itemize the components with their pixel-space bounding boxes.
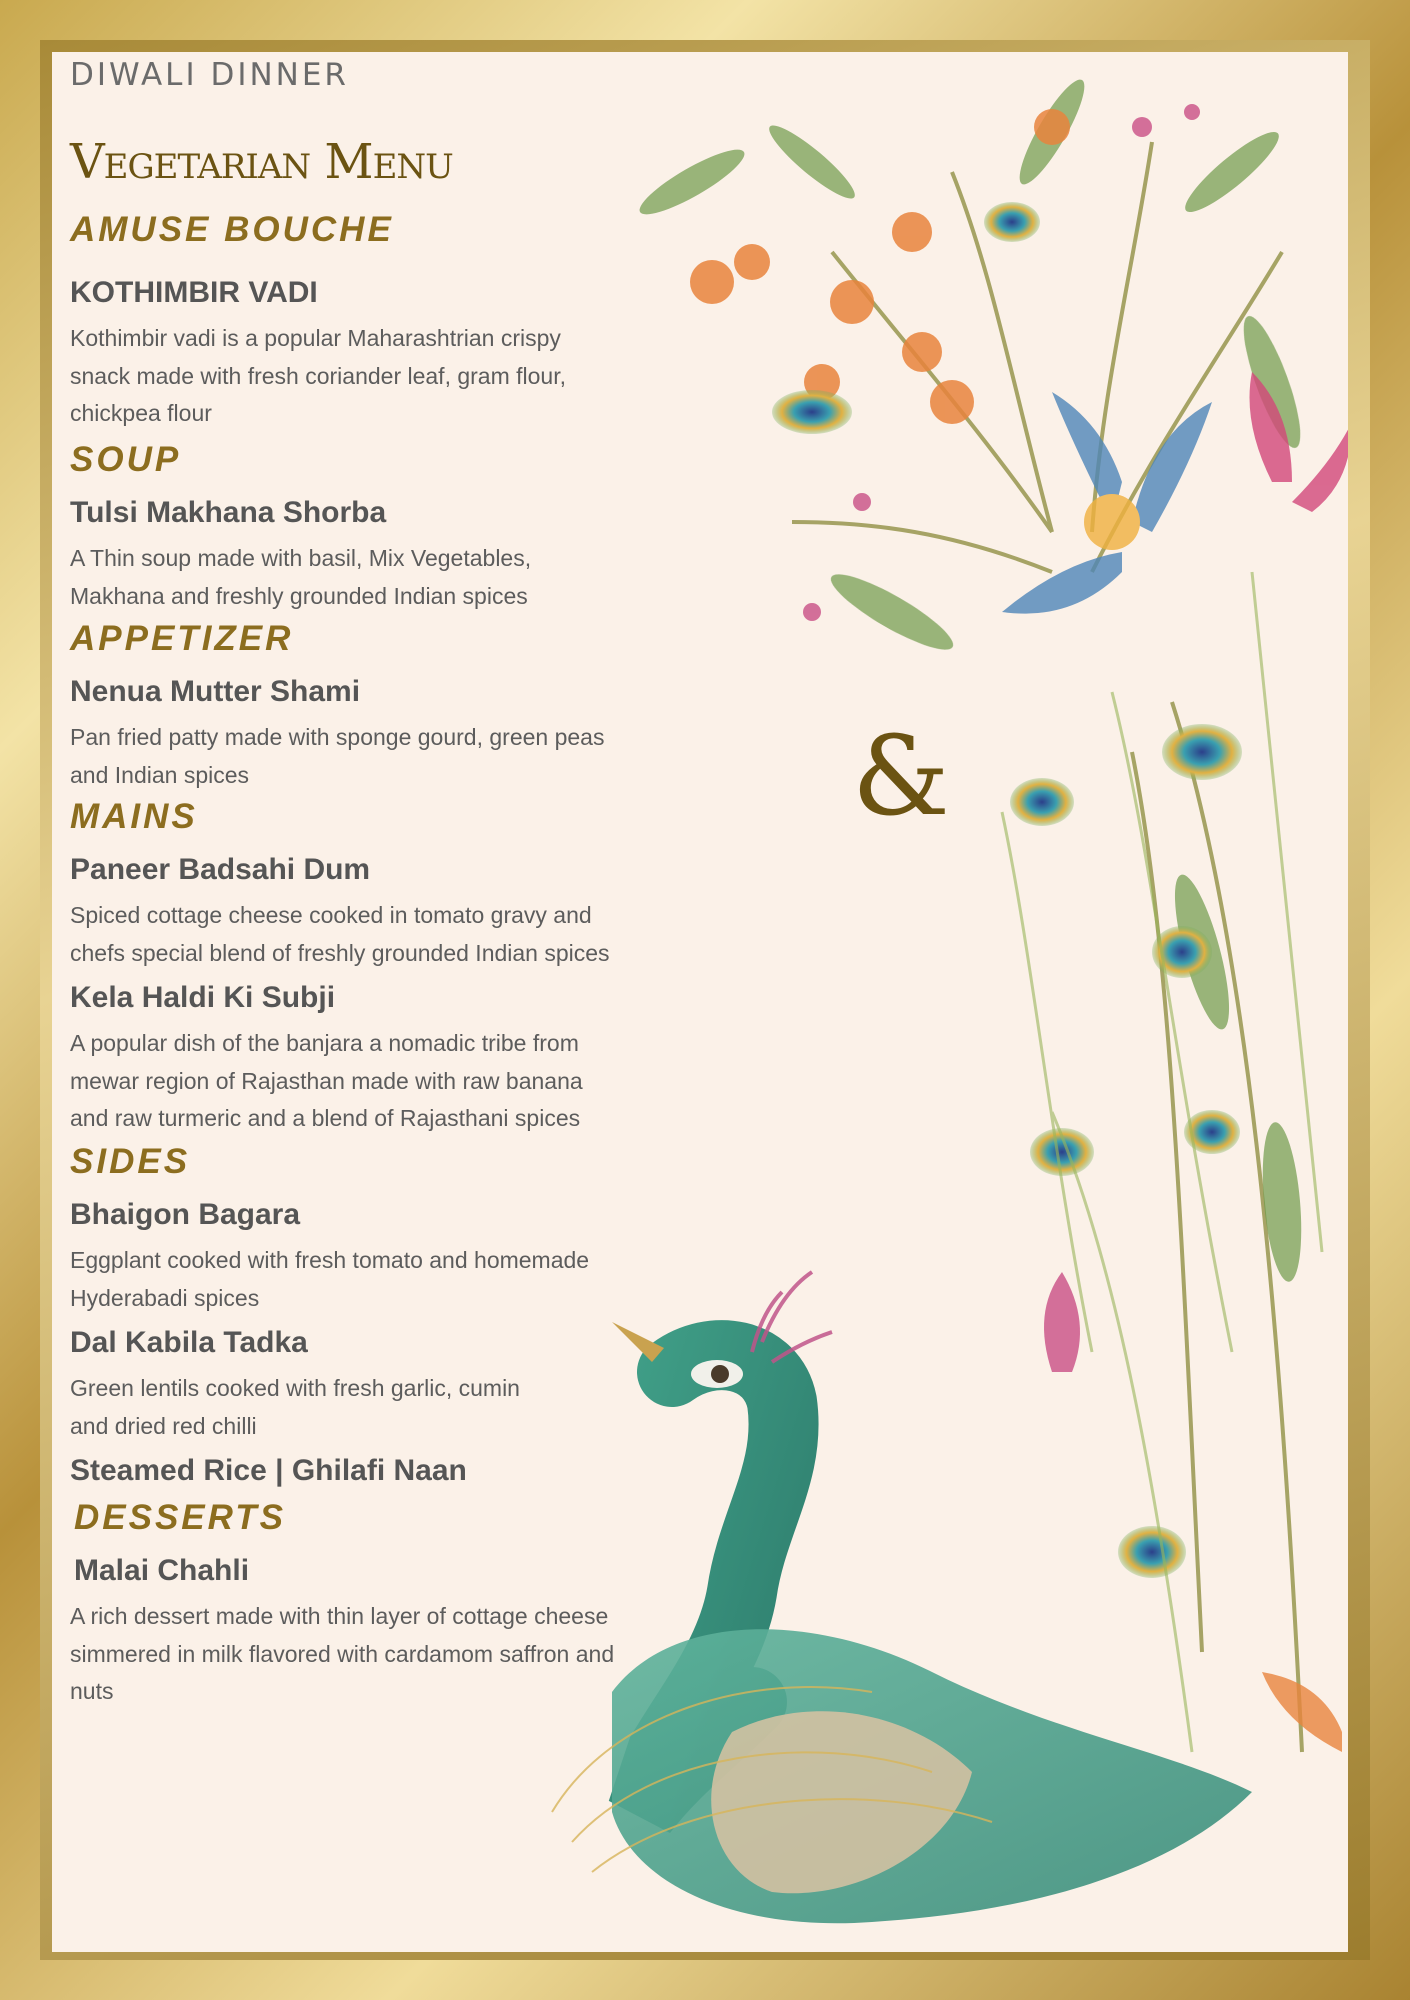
section-heading-appetizer: APPETIZER <box>70 619 294 658</box>
dish-name: Paneer Badsahi Dum <box>70 853 371 886</box>
dish-name: Steamed Rice | Ghilafi Naan <box>70 1454 467 1487</box>
section-heading-soup: SOUP <box>70 440 182 479</box>
dish-description: A rich dessert made with thin layer of cottage cheese simmered in milk flavored with cardamom saffron and nuts <box>70 1603 615 1704</box>
peacock-feather-icon <box>772 202 1242 1578</box>
ampersand-ornament: & <box>852 712 950 840</box>
dish-description: Spiced cottage cheese cooked in tomato gravy and chefs special blend of freshly grounded Indian spices <box>70 902 610 966</box>
dish-name: Dal Kabila Tadka <box>70 1326 308 1359</box>
dish-name: Kela Haldi Ki Subji <box>70 981 336 1014</box>
dish-name: Tulsi Makhana Shorba <box>70 496 387 529</box>
dish-name: Bhaigon Bagara <box>70 1198 301 1231</box>
section-heading-amuse-bouche: AMUSE BOUCHE <box>70 210 394 249</box>
dish-description: Kothimbir vadi is a popular Maharashtrian crispy snack made with fresh coriander leaf, gram flour, chickpea flour <box>70 325 567 426</box>
dish-name: Nenua Mutter Shami <box>70 675 361 708</box>
dish-name: KOTHIMBIR VADI <box>70 276 318 309</box>
dish-description: Eggplant cooked with fresh tomato and homemade Hyderabadi spices <box>70 1247 590 1311</box>
dish-name: Malai Chahli <box>74 1554 250 1587</box>
menu-panel <box>52 52 1348 1952</box>
flower-stems-icon <box>792 142 1302 1752</box>
peacock-icon <box>552 1272 1252 1923</box>
dish-description: A popular dish of the banjara a nomadic tribe from mewar region of Rajasthan made with raw banana and raw turmeric and a blend of Rajasthani spices <box>70 1030 583 1131</box>
berry-icon <box>803 104 1200 621</box>
leaves-icon <box>633 73 1311 1283</box>
dish-description: Green lentils cooked with fresh garlic, cumin and dried red chilli <box>70 1375 520 1439</box>
section-heading-mains: MAINS <box>70 797 198 836</box>
dish-description: A Thin soup made with basil, Mix Vegetables, Makhana and freshly grounded Indian spices <box>70 545 532 609</box>
dish-description: Pan fried patty made with sponge gourd, green peas and Indian spices <box>70 724 605 788</box>
section-heading-desserts: DESSERTS <box>74 1498 287 1537</box>
menu-eyebrow: DIWALI DINNER <box>70 57 349 93</box>
section-heading-sides: SIDES <box>70 1142 191 1181</box>
menu-title: Vegetarian Menu <box>70 134 453 190</box>
